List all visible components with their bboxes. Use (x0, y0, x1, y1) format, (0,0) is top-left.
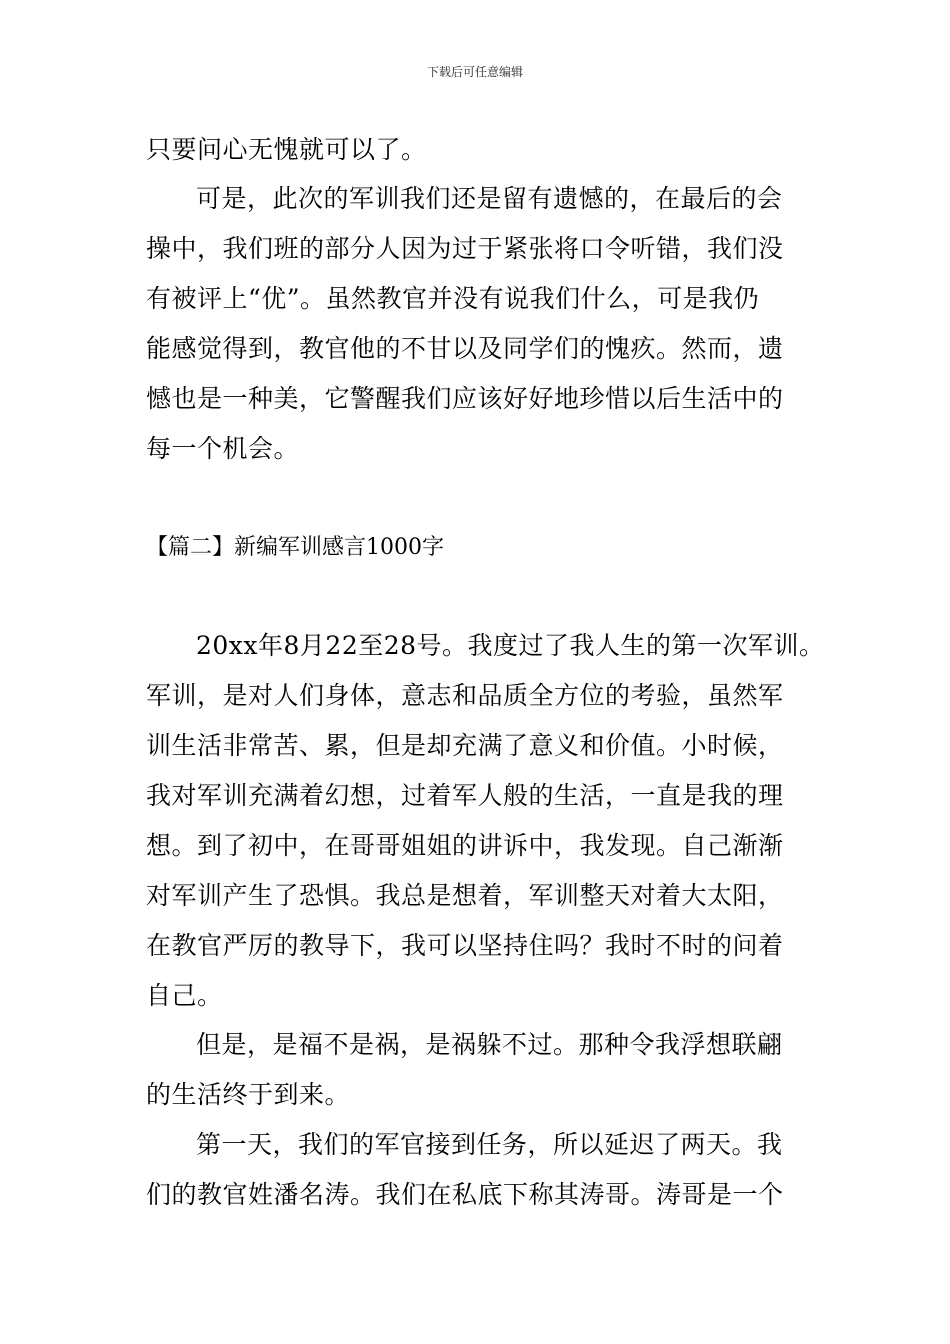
paragraph-line: 憾也是一种美，它警醒我们应该好好地珍惜以后生活中的 (146, 384, 784, 413)
paragraph-line: 训生活非常苦、累，但是却充满了意义和价值。小时候， (146, 731, 784, 760)
paragraph-line: 我对军训充满着幻想，过着军人般的生活，一直是我的理 (146, 781, 784, 810)
paragraph-line: 对军训产生了恐惧。我总是想着，军训整天对着大太阳， (146, 881, 784, 910)
page-header: 下载后可任意编辑 (426, 65, 523, 79)
paragraph-line: 们的教官姓潘名涛。我们在私底下称其涛哥。涛哥是一个 (146, 1180, 784, 1209)
paragraph-line: 有被评上“优”。虽然教官并没有说我们什么，可是我仍 (146, 284, 760, 313)
paragraph-line: 能感觉得到，教官他的不甘以及同学们的愧疚。然而，遗 (146, 334, 784, 363)
paragraph-line: 操中，我们班的部分人因为过于紧张将口令听错，我们没 (146, 234, 784, 263)
paragraph-line: 只要问心无愧就可以了。 (146, 135, 427, 164)
paragraph-line: 但是，是福不是祸，是祸躲不过。那种令我浮想联翩 (196, 1030, 783, 1059)
paragraph-line: 在教官严厉的教导下，我可以坚持住吗？我时不时的问着 (146, 931, 784, 960)
paragraph-line: 第一天，我们的军官接到任务，所以延迟了两天。我 (196, 1130, 783, 1159)
paragraph-line: 20xx年8月22至28号。我度过了我人生的第一次军训。 (196, 631, 825, 660)
paragraph-line: 可是，此次的军训我们还是留有遗憾的，在最后的会 (196, 184, 783, 213)
paragraph-line: 军训，是对人们身体，意志和品质全方位的考验，虽然军 (146, 681, 784, 710)
paragraph-line: 的生活终于到来。 (146, 1080, 351, 1109)
paragraph-line: 每一个机会。 (146, 434, 300, 463)
paragraph-line: 想。到了初中，在哥哥姐姐的讲诉中，我发现。自己渐渐 (146, 831, 784, 860)
paragraph-line: 自己。 (146, 981, 223, 1010)
section-heading: 【篇二】新编军训感言1000字 (146, 535, 444, 560)
